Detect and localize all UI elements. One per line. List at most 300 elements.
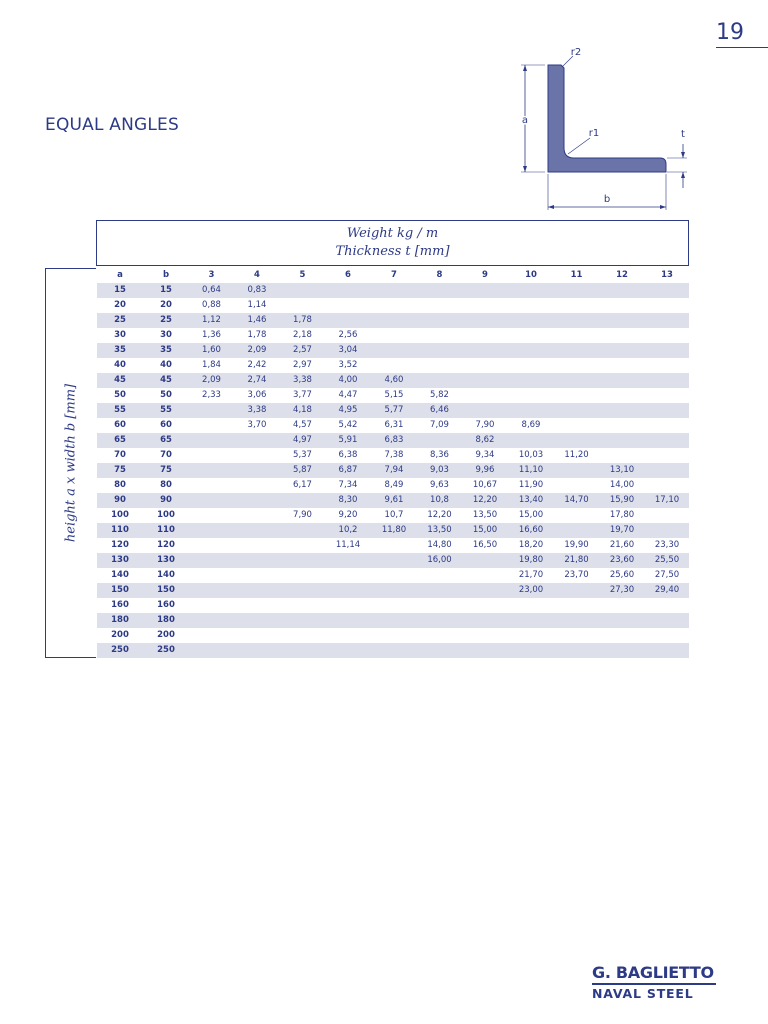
column-header: 10 — [525, 270, 537, 280]
weight-cell: 6,83 — [371, 433, 417, 448]
weight-cell — [645, 463, 689, 478]
weight-cell — [554, 418, 599, 433]
weight-cell: 11,14 — [335, 540, 361, 550]
table-row — [97, 403, 689, 418]
weight-cell — [234, 448, 280, 463]
weight-cell — [417, 583, 462, 598]
weight-cell: 8,49 — [384, 480, 404, 490]
weight-cell — [508, 643, 554, 658]
weight-cell: 13,50 — [472, 510, 498, 520]
weight-cell: 2,42 — [247, 360, 267, 370]
weight-cell: 12,20 — [462, 493, 508, 508]
weight-cell: 3,70 — [247, 420, 267, 430]
weight-cell — [189, 478, 234, 493]
weight-cell — [325, 553, 371, 568]
table-body — [97, 283, 689, 658]
weight-cell: 6,38 — [338, 450, 358, 460]
weight-cell: 9,96 — [462, 463, 508, 478]
weight-cell — [234, 508, 280, 523]
page-number: 19 — [716, 20, 744, 45]
weight-cell — [599, 283, 645, 298]
weight-cell — [554, 358, 599, 373]
weight-cell — [417, 283, 462, 298]
table-row — [97, 298, 689, 313]
dimension-cell: 100 — [111, 510, 129, 520]
weight-cell — [508, 433, 554, 448]
weight-cell — [234, 478, 280, 493]
weight-cell: 1,12 — [189, 313, 234, 328]
weight-cell: 1,78 — [247, 330, 267, 340]
weight-cell: 2,33 — [202, 390, 221, 400]
weight-cell — [417, 358, 462, 373]
weight-cell: 2,74 — [234, 373, 280, 388]
weight-cell: 21,80 — [554, 553, 599, 568]
weight-cell — [599, 418, 645, 433]
dimension-cell: 45 — [143, 373, 189, 388]
weight-cell — [189, 448, 234, 463]
column-header: 9 — [482, 270, 488, 280]
weight-cell: 23,70 — [564, 570, 589, 580]
weight-cell: 11,90 — [518, 480, 544, 490]
table-row — [97, 463, 689, 478]
weight-cell — [371, 313, 417, 328]
dimension-cell: 180 — [97, 613, 143, 628]
dimension-cell: 25 — [97, 313, 143, 328]
angle-profile-diagram — [515, 40, 695, 215]
weight-cell — [462, 328, 508, 343]
weight-cell: 6,17 — [293, 480, 312, 490]
weight-cell — [599, 373, 645, 388]
weight-cell: 2,18 — [293, 330, 312, 340]
logo-line2: NAVAL STEEL — [592, 985, 694, 1001]
weight-cell — [645, 358, 689, 373]
weight-cell: 10,03 — [518, 450, 544, 460]
column-header: a — [117, 270, 123, 280]
weight-cell — [554, 388, 599, 403]
weight-cell — [189, 598, 234, 613]
weight-cell — [462, 388, 508, 403]
weight-cell: 25,50 — [645, 553, 689, 568]
weight-cell — [280, 283, 325, 298]
weight-cell — [508, 358, 554, 373]
column-header: 12 — [616, 270, 628, 280]
weight-cell — [645, 448, 689, 463]
weight-cell — [234, 598, 280, 613]
company-logo — [592, 964, 716, 1001]
weight-cell — [325, 643, 371, 658]
weight-cell — [462, 643, 508, 658]
weight-cell — [645, 628, 689, 643]
weight-cell — [599, 343, 645, 358]
table-header-row — [97, 268, 689, 283]
weight-cell: 17,10 — [645, 493, 689, 508]
dimension-cell: 250 — [143, 643, 189, 658]
weight-cell — [462, 373, 508, 388]
dimension-cell: 90 — [97, 493, 143, 508]
weight-cell — [645, 508, 689, 523]
weight-cell — [554, 373, 599, 388]
weight-cell — [234, 433, 280, 448]
weight-cell — [234, 553, 280, 568]
dimension-cell: 30 — [114, 330, 126, 340]
weight-cell: 13,40 — [508, 493, 554, 508]
weight-cell — [508, 598, 554, 613]
weight-cell: 11,20 — [564, 450, 589, 460]
weight-cell — [462, 343, 508, 358]
dimension-cell: 140 — [157, 570, 175, 580]
weight-cell: 14,80 — [427, 540, 452, 550]
dimension-cell: 150 — [97, 583, 143, 598]
weight-cell — [371, 298, 417, 313]
weight-cell: 11,10 — [508, 463, 554, 478]
weight-cell — [599, 628, 645, 643]
weight-cell — [645, 598, 689, 613]
weight-cell: 13,50 — [417, 523, 462, 538]
dimension-cell: 55 — [143, 403, 189, 418]
weight-cell: 19,80 — [508, 553, 554, 568]
weight-cell — [417, 628, 462, 643]
weight-cell — [599, 643, 645, 658]
weight-cell — [280, 538, 325, 553]
column-header: b — [162, 270, 170, 280]
weight-cell — [371, 538, 417, 553]
weight-cell — [645, 313, 689, 328]
header-weight-label: Weight kg / m — [346, 226, 439, 241]
weight-cell — [462, 313, 508, 328]
weight-cell — [280, 493, 325, 508]
weight-cell — [554, 598, 599, 613]
dimension-cell: 70 — [114, 450, 126, 460]
weight-cell: 7,94 — [371, 463, 417, 478]
dimension-cell: 250 — [97, 643, 143, 658]
weight-cell — [234, 628, 280, 643]
weight-cell — [645, 613, 689, 628]
weight-cell — [325, 283, 371, 298]
weight-cell: 1,84 — [202, 360, 221, 370]
dimension-cell: 50 — [114, 390, 126, 400]
weight-cell: 9,34 — [475, 450, 495, 460]
weight-cell — [645, 343, 689, 358]
weight-cell: 2,56 — [338, 330, 358, 340]
weight-table — [97, 268, 689, 658]
weight-cell — [325, 568, 371, 583]
weight-cell — [462, 628, 508, 643]
weight-cell — [462, 553, 508, 568]
dimension-cell: 160 — [111, 600, 129, 610]
weight-cell — [234, 523, 280, 538]
dimension-cell: 75 — [97, 463, 143, 478]
dimension-cell: 180 — [143, 613, 189, 628]
dimension-cell: 25 — [143, 313, 189, 328]
weight-cell — [280, 583, 325, 598]
dimension-cell: 45 — [97, 373, 143, 388]
weight-cell: 7,38 — [384, 450, 404, 460]
dimension-cell: 140 — [111, 570, 129, 580]
weight-cell: 7,90 — [475, 420, 495, 430]
weight-cell — [554, 583, 599, 598]
weight-cell: 4,95 — [325, 403, 371, 418]
weight-cell: 19,90 — [564, 540, 589, 550]
table-row — [97, 433, 689, 448]
dimension-cell: 200 — [111, 630, 129, 640]
weight-cell — [645, 283, 689, 298]
weight-cell — [189, 493, 234, 508]
weight-cell — [508, 298, 554, 313]
weight-cell: 16,60 — [508, 523, 554, 538]
table-row — [97, 313, 689, 328]
weight-cell — [371, 328, 417, 343]
dimension-cell: 110 — [143, 523, 189, 538]
weight-cell: 12,20 — [427, 510, 452, 520]
dimension-cell: 15 — [97, 283, 143, 298]
weight-cell — [417, 373, 462, 388]
table-row — [97, 328, 689, 343]
weight-cell — [280, 613, 325, 628]
table-row — [97, 448, 689, 463]
logo-line1: G. BAGLIETTO — [592, 963, 714, 982]
weight-cell: 3,04 — [325, 343, 371, 358]
dimension-cell: 65 — [143, 433, 189, 448]
weight-cell — [189, 613, 234, 628]
weight-cell: 3,77 — [293, 390, 312, 400]
weight-cell — [462, 568, 508, 583]
weight-cell — [234, 613, 280, 628]
weight-cell: 8,69 — [521, 420, 541, 430]
column-header: 5 — [299, 270, 306, 280]
dimension-cell: 80 — [160, 480, 172, 490]
dimension-cell: 150 — [143, 583, 189, 598]
weight-cell — [462, 613, 508, 628]
weight-cell — [371, 583, 417, 598]
dim-label-t: t — [681, 129, 685, 140]
weight-cell — [599, 388, 645, 403]
weight-cell — [645, 373, 689, 388]
weight-cell: 10,67 — [472, 480, 498, 490]
table-row — [97, 568, 689, 583]
weight-cell — [234, 493, 280, 508]
weight-cell: 8,36 — [430, 450, 449, 460]
weight-cell: 10,8 — [417, 493, 462, 508]
weight-cell — [234, 643, 280, 658]
weight-cell — [417, 328, 462, 343]
weight-cell — [645, 523, 689, 538]
weight-cell — [417, 643, 462, 658]
weight-cell — [189, 553, 234, 568]
weight-cell — [234, 583, 280, 598]
dim-label-r1: r1 — [588, 128, 600, 139]
weight-cell: 4,47 — [338, 390, 358, 400]
weight-cell — [325, 598, 371, 613]
weight-cell: 9,63 — [430, 480, 449, 490]
dimension-cell: 40 — [160, 360, 172, 370]
column-header: 3 — [208, 270, 215, 280]
weight-cell — [462, 283, 508, 298]
weight-cell: 1,46 — [234, 313, 280, 328]
weight-cell: 4,97 — [280, 433, 325, 448]
weight-cell: 5,15 — [384, 390, 404, 400]
weight-cell: 7,09 — [430, 420, 449, 430]
dimension-cell: 15 — [143, 283, 189, 298]
dimension-cell: 130 — [97, 553, 143, 568]
weight-cell — [417, 568, 462, 583]
weight-cell: 2,09 — [189, 373, 234, 388]
table-row — [97, 358, 689, 373]
weight-cell — [508, 313, 554, 328]
weight-cell — [280, 298, 325, 313]
weight-cell: 14,70 — [554, 493, 599, 508]
weight-cell: 3,38 — [234, 403, 280, 418]
dimension-cell: 35 — [97, 343, 143, 358]
weight-cell — [371, 613, 417, 628]
weight-cell — [599, 328, 645, 343]
table-row — [97, 373, 689, 388]
page-number-rule — [716, 47, 768, 48]
weight-cell: 25,60 — [609, 570, 635, 580]
weight-cell — [325, 313, 371, 328]
dimension-cell: 100 — [157, 510, 175, 520]
weight-cell: 1,78 — [280, 313, 325, 328]
weight-cell — [645, 418, 689, 433]
table-row — [97, 598, 689, 613]
weight-cell: 1,36 — [202, 330, 221, 340]
page-title: EQUAL ANGLES — [45, 115, 179, 135]
column-header: 6 — [345, 270, 351, 280]
weight-cell — [280, 643, 325, 658]
weight-cell — [554, 298, 599, 313]
weight-cell — [554, 628, 599, 643]
weight-cell: 16,00 — [417, 553, 462, 568]
dimension-cell: 55 — [97, 403, 143, 418]
weight-cell — [508, 283, 554, 298]
weight-cell — [189, 628, 234, 643]
weight-cell: 2,09 — [234, 343, 280, 358]
table-row — [97, 343, 689, 358]
weight-cell: 15,00 — [462, 523, 508, 538]
weight-cell — [234, 538, 280, 553]
weight-cell — [189, 568, 234, 583]
weight-cell: 5,87 — [280, 463, 325, 478]
weight-cell — [371, 643, 417, 658]
weight-cell — [599, 358, 645, 373]
dimension-cell: 110 — [97, 523, 143, 538]
weight-cell — [645, 388, 689, 403]
weight-cell — [417, 433, 462, 448]
table-row — [97, 553, 689, 568]
dimension-cell: 160 — [157, 600, 175, 610]
table-row — [97, 538, 689, 553]
dimension-cell: 70 — [160, 450, 172, 460]
table-row — [97, 643, 689, 658]
weight-cell — [280, 568, 325, 583]
weight-cell — [645, 298, 689, 313]
weight-cell — [417, 298, 462, 313]
weight-cell — [280, 553, 325, 568]
weight-cell — [371, 343, 417, 358]
weight-cell: 11,80 — [371, 523, 417, 538]
weight-cell — [234, 463, 280, 478]
dimension-cell: 40 — [114, 360, 126, 370]
column-header: 4 — [254, 270, 260, 280]
weight-cell: 29,40 — [645, 583, 689, 598]
weight-cell: 21,60 — [609, 540, 635, 550]
dimension-cell: 30 — [160, 330, 172, 340]
column-header: 7 — [391, 270, 397, 280]
weight-cell — [554, 403, 599, 418]
weight-cell — [371, 283, 417, 298]
weight-cell — [645, 328, 689, 343]
weight-cell: 5,91 — [325, 433, 371, 448]
weight-cell: 9,03 — [417, 463, 462, 478]
weight-cell — [280, 598, 325, 613]
weight-cell: 27,50 — [654, 570, 680, 580]
weight-cell: 4,60 — [371, 373, 417, 388]
weight-cell: 4,57 — [293, 420, 312, 430]
weight-cell — [508, 628, 554, 643]
column-header: 8 — [436, 270, 443, 280]
weight-cell — [189, 643, 234, 658]
weight-cell: 23,30 — [654, 540, 680, 550]
weight-cell — [554, 433, 599, 448]
weight-cell: 5,37 — [293, 450, 312, 460]
weight-cell: 7,34 — [338, 480, 358, 490]
weight-cell — [371, 598, 417, 613]
weight-cell — [599, 613, 645, 628]
weight-cell — [645, 403, 689, 418]
weight-cell: 8,30 — [325, 493, 371, 508]
weight-cell — [234, 568, 280, 583]
weight-cell — [325, 583, 371, 598]
dimension-cell: 75 — [143, 463, 189, 478]
weight-cell — [325, 613, 371, 628]
weight-cell: 3,06 — [247, 390, 267, 400]
weight-cell — [417, 598, 462, 613]
weight-cell — [371, 568, 417, 583]
weight-cell — [189, 508, 234, 523]
weight-cell: 5,42 — [338, 420, 358, 430]
weight-cell — [508, 343, 554, 358]
weight-cell: 27,30 — [599, 583, 645, 598]
weight-cell: 9,61 — [371, 493, 417, 508]
weight-cell — [189, 463, 234, 478]
weight-cell — [462, 298, 508, 313]
dim-label-b: b — [603, 194, 611, 205]
weight-cell: 7,90 — [293, 510, 312, 520]
weight-cell — [189, 523, 234, 538]
weight-cell: 4,00 — [325, 373, 371, 388]
table-row — [97, 628, 689, 643]
weight-cell: 14,00 — [609, 480, 635, 490]
weight-cell — [554, 343, 599, 358]
weight-cell — [325, 628, 371, 643]
weight-cell: 0,64 — [189, 283, 234, 298]
weight-cell: 23,00 — [508, 583, 554, 598]
weight-cell — [462, 358, 508, 373]
weight-cell: 8,62 — [462, 433, 508, 448]
weight-cell — [189, 433, 234, 448]
weight-cell — [371, 553, 417, 568]
weight-cell — [508, 373, 554, 388]
weight-cell — [645, 433, 689, 448]
weight-cell — [417, 613, 462, 628]
dimension-cell: 35 — [143, 343, 189, 358]
weight-cell — [189, 418, 234, 433]
dimension-cell: 200 — [157, 630, 175, 640]
weight-cell — [599, 298, 645, 313]
dimension-cell: 130 — [143, 553, 189, 568]
column-header: 13 — [661, 270, 673, 280]
weight-cell: 13,10 — [599, 463, 645, 478]
table-row — [97, 508, 689, 523]
